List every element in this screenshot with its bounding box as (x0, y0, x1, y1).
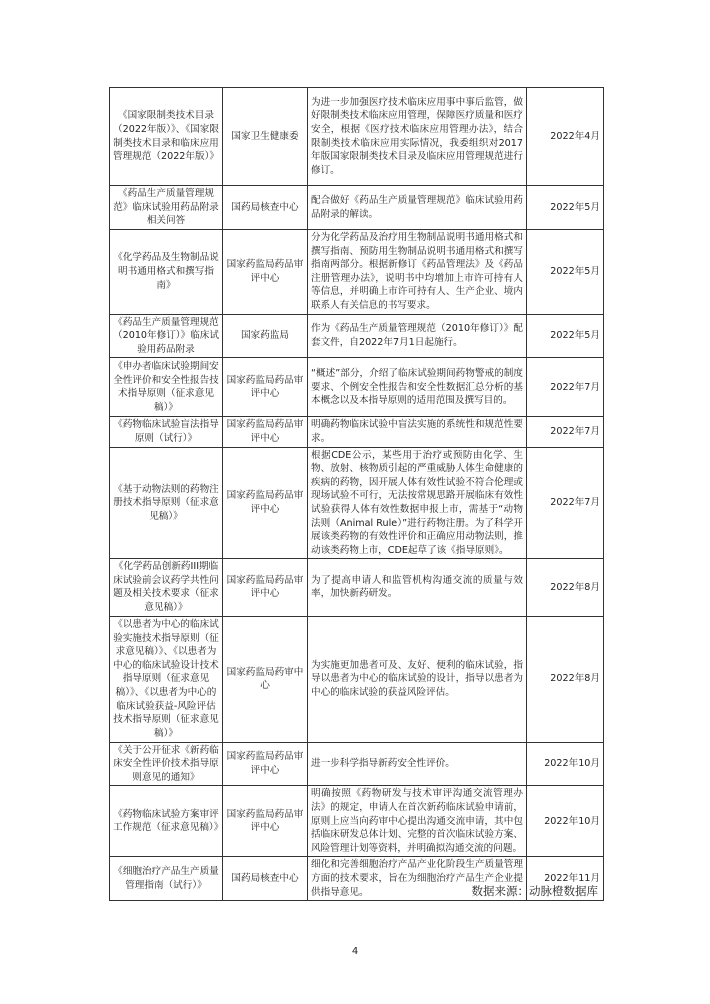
summary-cell: 细化和完善细胞治疗产品产业化阶段生产质量管理方面的技术要求，旨在为细胞治疗产品生产企业提供指导意见。 (308, 857, 527, 901)
table-row (110, 742, 604, 786)
policy-name-cell: 《关于公开征求《新药临床安全性评价技术指导原则意见的通知》 (110, 742, 223, 786)
summary-cell: 根据CDE公示，某些用于治疗或预防由化学、生物、放射、核物质引起的严重威胁人体生命健康的疾病的药物，因开展人体有效性试验不符合伦理或现场试验不可行，无法按常规思路开展临床有效性试验获得人体有效性数据申报上市，需基于“动物法则（Animal Rule）”进行药物注册。为了科学开展该类药物的有效性评价和正确应用动物法则，推动该类药物上市，CDE起草了该《指导原则》。 (308, 447, 527, 559)
policy-name-cell: 《基于动物法则的药物注册技术指导原则（征求意见稿）》 (110, 447, 223, 559)
policy-name-cell: 《药物临床试验盲法指导原则（试行）》 (110, 417, 223, 447)
policy-name-cell: 《申办者临床试验期间安全性评价和安全性报告技术指导原则（征求意见稿）》 (110, 358, 223, 417)
summary-cell: “概述”部分，介绍了临床试验期间药物警戒的制度要求、个例安全性报告和安全性数据汇总分析的基本概念以及本指导原则的适用范围及撰写目的。 (308, 358, 527, 417)
issuer-cell: 国家药监局药品审评中心 (223, 417, 308, 447)
table-row (110, 186, 604, 230)
issuer-cell: 国药局核查中心 (223, 857, 308, 901)
issuer-cell: 国家卫生健康委 (223, 88, 308, 186)
table-row (110, 230, 604, 315)
table-row (110, 358, 604, 417)
policy-table-body (110, 88, 604, 901)
date-cell: 2022年7月 (527, 447, 604, 559)
table-row (110, 88, 604, 186)
table-row (110, 417, 604, 447)
policy-name-cell: 《药物临床试验方案审评工作规范（征求意见稿）》 (110, 786, 223, 857)
table-row (110, 314, 604, 358)
summary-cell: 分为化学药品及治疗用生物制品说明书通用格式和撰写指南、预防用生物制品说明书通用格式和撰写指南两部分。根据新修订《药品管理法》及《药品注册管理办法》，说明书中均增加上市许可持有人等信息，并明确上市许可持有人、生产企业、境内联系人有关信息的书写要求。 (308, 230, 527, 315)
date-cell: 2022年11月 (527, 857, 604, 901)
issuer-cell: 国家药监局 (223, 314, 308, 358)
policy-name-cell: 《化学药品创新药III期临床试验前会议药学共性问题及相关技术要求（征求意见稿）》 (110, 559, 223, 616)
table-row (110, 559, 604, 616)
summary-cell: 进一步科学指导新药安全性评价。 (308, 742, 527, 786)
policy-name-cell: 《化学药品及生物制品说明书通用格式和撰写指南》 (110, 230, 223, 315)
summary-cell: 为了提高申请人和监管机构沟通交流的质量与效率，加快新药研发。 (308, 559, 527, 616)
issuer-cell: 国家药监局药品审评中心 (223, 786, 308, 857)
date-cell: 2022年8月 (527, 559, 604, 616)
issuer-cell: 国家药监局药品审评中心 (223, 447, 308, 559)
date-cell: 2022年8月 (527, 616, 604, 742)
issuer-cell: 国药局核查中心 (223, 186, 308, 230)
date-cell: 2022年4月 (527, 88, 604, 186)
policy-name-cell: 《药品生产质量管理规范（2010年修订）》临床试验用药品附录 (110, 314, 223, 358)
issuer-cell: 国家药监局药审中心 (223, 616, 308, 742)
issuer-cell: 国家药监局药品审评中心 (223, 559, 308, 616)
issuer-cell: 国家药监局药品审评中心 (223, 230, 308, 315)
summary-cell: 为进一步加强医疗技术临床应用事中事后监管，做好限制类技术临床应用管理，保障医疗质量和医疗安全，根据《医疗技术临床应用管理办法》，结合限制类技术临床应用实际情况，我委组织对2017年版国家限制类技术目录及临床应用管理规范进行修订。 (308, 88, 527, 186)
issuer-cell: 国家药监局药品审评中心 (223, 358, 308, 417)
summary-cell: 为实施更加患者可及、友好、便利的临床试验，指导以患者为中心的临床试验的设计，指导以患者为中心的临床试验的获益风险评估。 (308, 616, 527, 742)
policy-name-cell: 《以患者为中心的临床试验实施技术指导原则（征求意见稿）》、《以患者为中心的临床试验设计技术指导原则（征求意见稿）》、《以患者为中心的临床试验获益-风险评估技术指导原则（征求意见稿）》 (110, 616, 223, 742)
date-cell: 2022年10月 (527, 742, 604, 786)
table-row (110, 616, 604, 742)
date-cell: 2022年5月 (527, 314, 604, 358)
date-cell: 2022年7月 (527, 417, 604, 447)
data-source-note: 数据来源：动脉橙数据库 (471, 884, 598, 898)
summary-cell: 明确药物临床试验中盲法实施的系统性和规范性要求。 (308, 417, 527, 447)
policy-name-cell: 《细胞治疗产品生产质量管理指南（试行）》 (110, 857, 223, 901)
policy-name-cell: 《国家限制类技术目录（2022年版）》、《国家限制类技术目录和临床应用管理规范（2022年版）》 (110, 88, 223, 186)
summary-cell: 配合做好《药品生产质量管理规范》临床试验用药品附录的解读。 (308, 186, 527, 230)
date-cell: 2022年5月 (527, 186, 604, 230)
date-cell: 2022年5月 (527, 230, 604, 315)
date-cell: 2022年10月 (527, 786, 604, 857)
date-cell: 2022年7月 (527, 358, 604, 417)
summary-cell: 作为《药品生产质量管理规范（2010年修订）》配套文件，自2022年7月1日起施行。 (308, 314, 527, 358)
summary-cell: 明确按照《药物研发与技术审评沟通交流管理办法》的规定，申请人在首次新药临床试验申请前，原则上应当向药审中心提出沟通交流申请，其中包括临床研发总体计划、完整的首次临床试验方案、风险管理计划等资料，并明确拟沟通交流的问题。 (308, 786, 527, 857)
table-row (110, 447, 604, 559)
page-number: 4 (351, 946, 359, 957)
issuer-cell: 国家药监局药品审评中心 (223, 742, 308, 786)
policy-table (109, 87, 604, 901)
table-row (110, 786, 604, 857)
policy-name-cell: 《药品生产质量管理规范》临床试验用药品附录相关问答 (110, 186, 223, 230)
